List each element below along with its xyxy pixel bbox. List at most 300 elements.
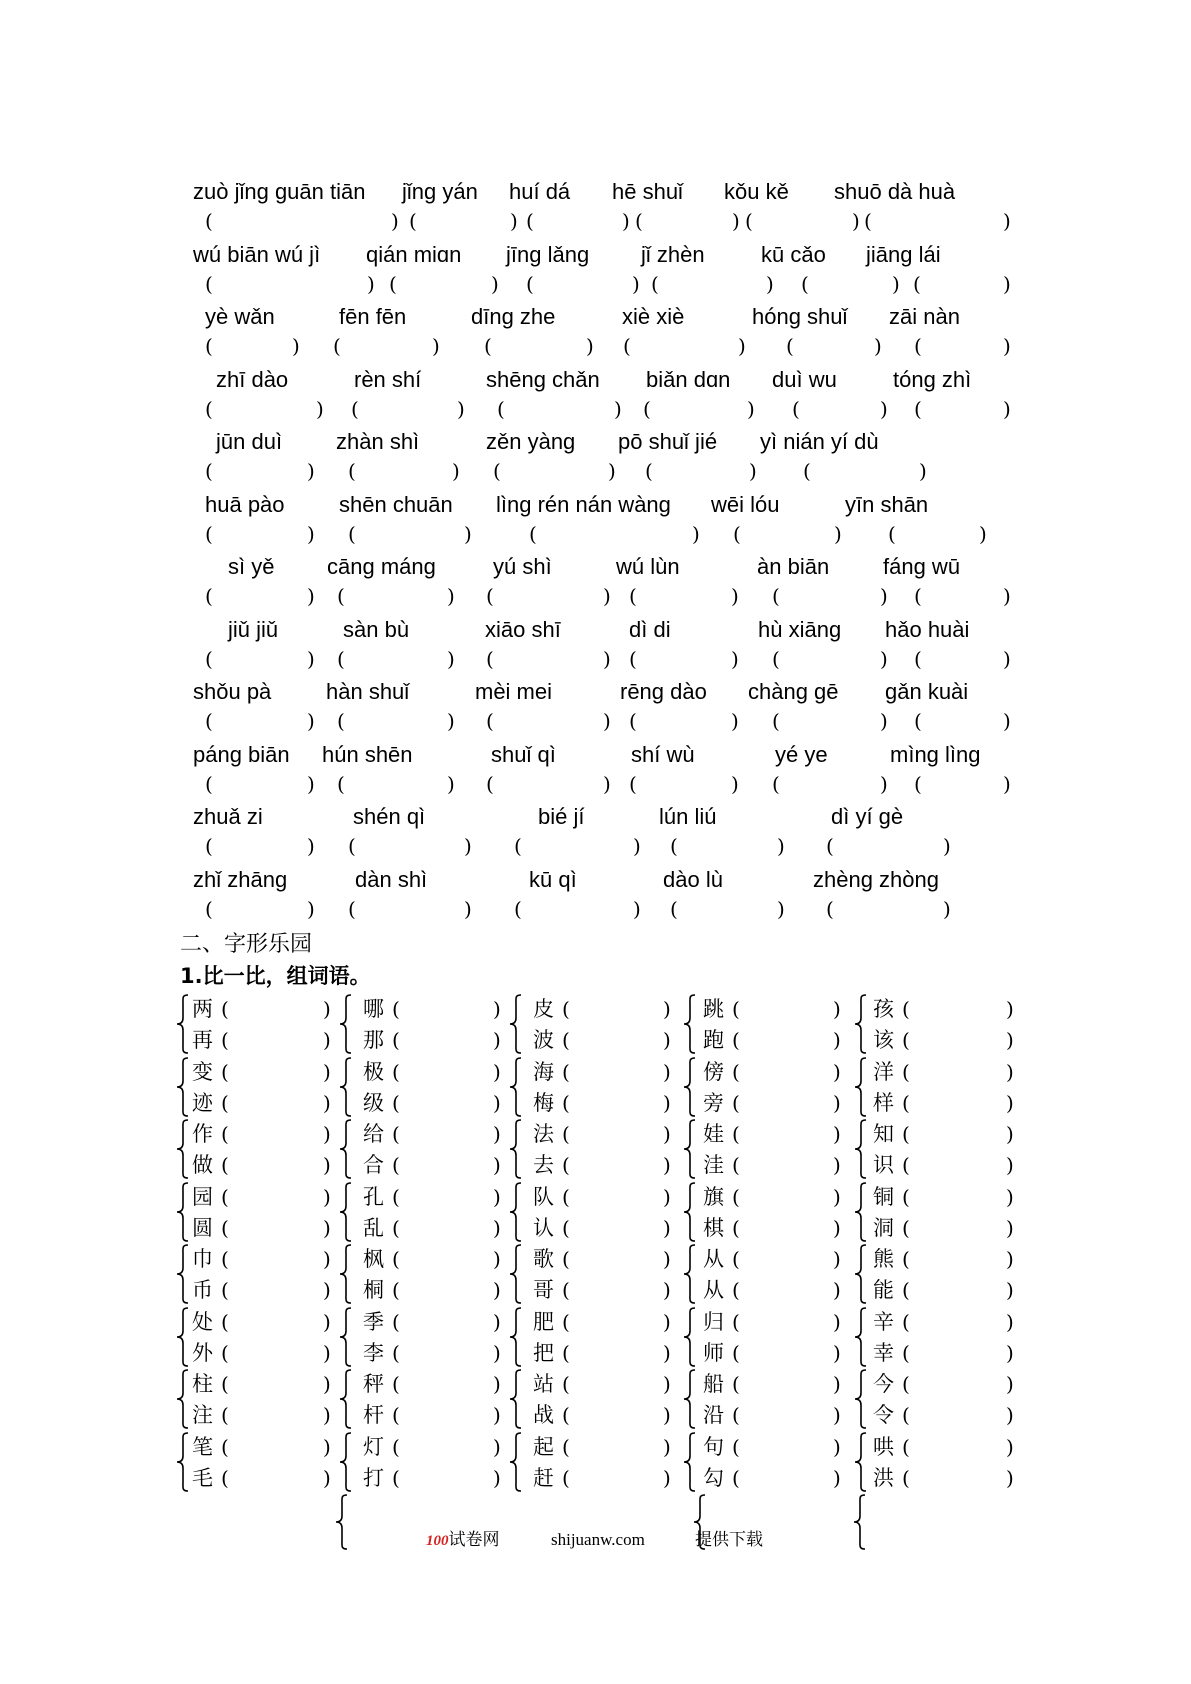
answer-paren-open[interactable]: (: [348, 521, 356, 546]
answer-paren-close[interactable]: ): [491, 271, 499, 296]
answer-paren-close[interactable]: ): [833, 1028, 841, 1052]
answer-paren-open[interactable]: (: [221, 1090, 229, 1115]
answer-paren-open[interactable]: (: [732, 1028, 740, 1052]
answer-paren-open[interactable]: (: [902, 1247, 910, 1271]
answer-paren-open[interactable]: (: [337, 771, 345, 796]
answer-paren-open[interactable]: (: [221, 1059, 229, 1084]
answer-paren-close[interactable]: ): [603, 646, 611, 671]
answer-paren-close[interactable]: ): [307, 646, 315, 671]
answer-paren-close[interactable]: ): [1006, 1122, 1014, 1146]
answer-paren-open[interactable]: (: [902, 1090, 910, 1115]
answer-paren-open[interactable]: (: [792, 396, 800, 421]
answer-paren-close[interactable]: ): [833, 997, 841, 1021]
answer-paren-open[interactable]: (: [732, 1372, 740, 1396]
answer-paren-close[interactable]: ): [292, 334, 300, 358]
answer-paren-close[interactable]: ): [979, 521, 987, 546]
answer-paren-open[interactable]: (: [205, 271, 213, 296]
answer-paren-open[interactable]: (: [205, 646, 213, 671]
answer-paren-close[interactable]: ): [943, 834, 951, 858]
answer-paren-close[interactable]: ): [323, 1153, 331, 1177]
answer-paren-open[interactable]: (: [772, 584, 780, 608]
answer-paren-open[interactable]: (: [221, 1340, 229, 1365]
answer-paren-open[interactable]: (: [772, 771, 780, 796]
answer-paren-open[interactable]: (: [902, 1309, 910, 1334]
answer-paren-close[interactable]: ): [493, 1340, 501, 1365]
answer-paren-close[interactable]: ): [1006, 1340, 1014, 1365]
answer-paren-close[interactable]: ): [493, 1090, 501, 1115]
answer-paren-close[interactable]: ): [323, 1122, 331, 1146]
answer-paren-close[interactable]: ): [777, 896, 785, 921]
answer-paren-open[interactable]: (: [529, 521, 537, 546]
answer-paren-close[interactable]: ): [663, 1090, 671, 1115]
answer-paren-open[interactable]: (: [902, 1372, 910, 1396]
answer-paren-open[interactable]: (: [221, 1372, 229, 1396]
answer-paren-open[interactable]: (: [914, 646, 922, 671]
answer-paren-close[interactable]: ): [766, 271, 774, 296]
answer-paren-open[interactable]: (: [902, 1059, 910, 1084]
answer-paren-close[interactable]: ): [777, 834, 785, 858]
answer-paren-open[interactable]: (: [629, 709, 637, 733]
answer-paren-open[interactable]: (: [562, 1372, 570, 1396]
answer-paren-open[interactable]: (: [772, 646, 780, 671]
answer-paren-open[interactable]: (: [514, 896, 522, 921]
answer-paren-close[interactable]: ): [307, 771, 315, 796]
answer-paren-open[interactable]: (: [486, 709, 494, 733]
answer-paren-open[interactable]: (: [732, 1247, 740, 1271]
answer-paren-close[interactable]: ): [307, 834, 315, 858]
answer-paren-close[interactable]: ): [323, 1028, 331, 1052]
answer-paren-open[interactable]: (: [205, 209, 213, 233]
answer-paren-close[interactable]: ): [1006, 1278, 1014, 1302]
answer-paren-open[interactable]: (: [902, 1122, 910, 1146]
answer-paren-close[interactable]: ): [323, 1278, 331, 1302]
answer-paren-open[interactable]: (: [221, 1122, 229, 1146]
answer-paren-open[interactable]: (: [562, 1090, 570, 1115]
answer-paren-open[interactable]: (: [392, 1059, 400, 1084]
answer-paren-open[interactable]: (: [902, 1340, 910, 1365]
answer-paren-open[interactable]: (: [772, 709, 780, 733]
compare-char: 哪: [363, 997, 384, 1021]
answer-paren-close[interactable]: ): [632, 271, 640, 296]
answer-paren-open[interactable]: (: [732, 1090, 740, 1115]
answer-paren-close[interactable]: ): [833, 1247, 841, 1271]
answer-paren-close[interactable]: ): [663, 1278, 671, 1302]
answer-paren-open[interactable]: (: [221, 997, 229, 1021]
answer-paren-close[interactable]: ): [1006, 1247, 1014, 1271]
answer-paren-close[interactable]: ): [833, 1215, 841, 1240]
answer-paren-open[interactable]: (: [888, 521, 896, 546]
answer-paren-close[interactable]: ): [447, 709, 455, 733]
answer-paren-close[interactable]: ): [1003, 396, 1011, 421]
answer-paren-open[interactable]: (: [392, 1090, 400, 1115]
answer-paren-open[interactable]: (: [786, 334, 794, 358]
answer-paren-close[interactable]: ): [1006, 1215, 1014, 1240]
answer-paren-open[interactable]: (: [392, 1340, 400, 1365]
answer-paren-open[interactable]: (: [486, 646, 494, 671]
answer-paren-close[interactable]: ): [608, 459, 616, 483]
answer-paren-close[interactable]: ): [1006, 1403, 1014, 1427]
answer-paren-close[interactable]: ): [622, 209, 630, 233]
answer-paren-open[interactable]: (: [526, 271, 534, 296]
answer-paren-open[interactable]: (: [337, 584, 345, 608]
answer-paren-close[interactable]: ): [493, 1465, 501, 1490]
answer-paren-close[interactable]: ): [874, 334, 882, 358]
answer-paren-open[interactable]: (: [392, 1434, 400, 1459]
answer-paren-open[interactable]: (: [732, 1059, 740, 1084]
answer-paren-open[interactable]: (: [205, 584, 213, 608]
answer-paren-close[interactable]: ): [493, 1309, 501, 1334]
answer-paren-close[interactable]: ): [447, 584, 455, 608]
answer-paren-close[interactable]: ): [493, 1059, 501, 1084]
answer-paren-close[interactable]: ): [307, 459, 315, 483]
answer-paren-close[interactable]: ): [1003, 771, 1011, 796]
answer-paren-open[interactable]: (: [205, 521, 213, 546]
answer-paren-close[interactable]: ): [833, 1184, 841, 1209]
answer-paren-close[interactable]: ): [323, 1309, 331, 1334]
answer-paren-open[interactable]: (: [348, 459, 356, 483]
brace-icon: [176, 1244, 190, 1304]
answer-paren-close[interactable]: ): [833, 1403, 841, 1427]
answer-paren-close[interactable]: ): [1003, 334, 1011, 358]
answer-paren-open[interactable]: (: [629, 771, 637, 796]
answer-paren-open[interactable]: (: [221, 1309, 229, 1334]
answer-paren-close[interactable]: ): [391, 209, 399, 233]
answer-paren-close[interactable]: ): [833, 1090, 841, 1115]
answer-paren-close[interactable]: ): [833, 1465, 841, 1490]
answer-paren-open[interactable]: (: [745, 209, 753, 233]
answer-paren-open[interactable]: (: [562, 1247, 570, 1271]
answer-paren-open[interactable]: (: [732, 1278, 740, 1302]
answer-paren-open[interactable]: (: [221, 1465, 229, 1490]
answer-paren-close[interactable]: ): [323, 997, 331, 1021]
answer-paren-open[interactable]: (: [732, 1153, 740, 1177]
answer-paren-close[interactable]: ): [510, 209, 518, 233]
answer-paren-close[interactable]: ): [1006, 1434, 1014, 1459]
answer-paren-close[interactable]: ): [493, 1122, 501, 1146]
answer-paren-close[interactable]: ): [452, 459, 460, 483]
answer-paren-close[interactable]: ): [731, 771, 739, 796]
answer-paren-open[interactable]: (: [221, 1434, 229, 1459]
answer-paren-open[interactable]: (: [902, 1184, 910, 1209]
answer-paren-open[interactable]: (: [803, 459, 811, 483]
answer-paren-open[interactable]: (: [733, 521, 741, 546]
answer-paren-open[interactable]: (: [732, 1340, 740, 1365]
answer-paren-close[interactable]: ): [1003, 709, 1011, 733]
answer-paren-close[interactable]: ): [663, 1465, 671, 1490]
answer-paren-open[interactable]: (: [348, 896, 356, 921]
answer-paren-open[interactable]: (: [392, 1122, 400, 1146]
answer-paren-open[interactable]: (: [221, 1215, 229, 1240]
answer-paren-open[interactable]: (: [864, 209, 872, 233]
answer-paren-open[interactable]: (: [392, 1215, 400, 1240]
answer-paren-close[interactable]: ): [1006, 1028, 1014, 1052]
answer-paren-close[interactable]: ): [663, 1153, 671, 1177]
answer-paren-close[interactable]: ): [731, 709, 739, 733]
answer-paren-open[interactable]: (: [562, 1028, 570, 1052]
answer-paren-close[interactable]: ): [663, 1403, 671, 1427]
answer-paren-close[interactable]: ): [493, 1247, 501, 1271]
answer-paren-close[interactable]: ): [323, 1247, 331, 1271]
answer-paren-close[interactable]: ): [833, 1153, 841, 1177]
answer-paren-close[interactable]: ): [663, 1372, 671, 1396]
answer-paren-open[interactable]: (: [645, 459, 653, 483]
answer-paren-close[interactable]: ): [1003, 646, 1011, 671]
answer-paren-close[interactable]: ): [493, 1028, 501, 1052]
answer-paren-open[interactable]: (: [221, 1247, 229, 1271]
answer-paren-close[interactable]: ): [731, 584, 739, 608]
answer-paren-open[interactable]: (: [826, 896, 834, 921]
answer-paren-close[interactable]: ): [493, 997, 501, 1021]
answer-paren-close[interactable]: ): [614, 396, 622, 421]
answer-paren-close[interactable]: ): [663, 1247, 671, 1271]
answer-paren-open[interactable]: (: [205, 709, 213, 733]
answer-paren-open[interactable]: (: [392, 1372, 400, 1396]
answer-paren-open[interactable]: (: [392, 1465, 400, 1490]
answer-paren-open[interactable]: (: [902, 997, 910, 1021]
answer-paren-close[interactable]: ): [833, 1309, 841, 1334]
answer-paren-close[interactable]: ): [323, 1090, 331, 1115]
answer-paren-open[interactable]: (: [205, 396, 213, 421]
answer-paren-close[interactable]: ): [1003, 271, 1011, 296]
answer-paren-open[interactable]: (: [562, 1153, 570, 1177]
answer-paren-open[interactable]: (: [205, 896, 213, 921]
answer-paren-close[interactable]: ): [749, 459, 757, 483]
compare-char: 孩: [873, 997, 894, 1021]
answer-paren-close[interactable]: ): [432, 334, 440, 358]
answer-paren-open[interactable]: (: [562, 1215, 570, 1240]
answer-paren-open[interactable]: (: [484, 334, 492, 358]
answer-paren-open[interactable]: (: [221, 1153, 229, 1177]
answer-paren-open[interactable]: (: [732, 997, 740, 1021]
answer-paren-close[interactable]: ): [464, 896, 472, 921]
answer-paren-open[interactable]: (: [914, 334, 922, 358]
answer-paren-close[interactable]: ): [663, 1184, 671, 1209]
answer-paren-close[interactable]: ): [919, 459, 927, 483]
answer-paren-close[interactable]: ): [586, 334, 594, 358]
answer-paren-open[interactable]: (: [732, 1403, 740, 1427]
answer-paren-close[interactable]: ): [833, 1340, 841, 1365]
answer-paren-close[interactable]: ): [323, 1059, 331, 1084]
answer-paren-open[interactable]: (: [902, 1403, 910, 1427]
answer-paren-open[interactable]: (: [205, 459, 213, 483]
answer-paren-open[interactable]: (: [913, 271, 921, 296]
answer-paren-close[interactable]: ): [738, 334, 746, 358]
answer-paren-close[interactable]: ): [1003, 209, 1011, 233]
answer-paren-close[interactable]: ): [316, 396, 324, 421]
answer-paren-close[interactable]: ): [692, 521, 700, 546]
answer-paren-close[interactable]: ): [833, 1059, 841, 1084]
answer-paren-close[interactable]: ): [464, 521, 472, 546]
answer-paren-close[interactable]: ): [880, 584, 888, 608]
answer-paren-open[interactable]: (: [392, 1184, 400, 1209]
answer-paren-open[interactable]: (: [562, 1309, 570, 1334]
answer-paren-close[interactable]: ): [307, 584, 315, 608]
answer-paren-open[interactable]: (: [902, 1215, 910, 1240]
answer-paren-open[interactable]: (: [392, 997, 400, 1021]
answer-paren-close[interactable]: ): [633, 834, 641, 858]
answer-paren-open[interactable]: (: [562, 1278, 570, 1302]
answer-paren-open[interactable]: (: [392, 1309, 400, 1334]
answer-paren-open[interactable]: (: [392, 1247, 400, 1271]
answer-paren-open[interactable]: (: [914, 771, 922, 796]
answer-paren-open[interactable]: (: [732, 1215, 740, 1240]
answer-paren-close[interactable]: ): [834, 521, 842, 546]
answer-paren-close[interactable]: ): [663, 1122, 671, 1146]
answer-paren-close[interactable]: ): [1006, 1184, 1014, 1209]
answer-paren-open[interactable]: (: [526, 209, 534, 233]
answer-paren-close[interactable]: ): [323, 1184, 331, 1209]
answer-paren-close[interactable]: ): [1006, 1090, 1014, 1115]
answer-paren-close[interactable]: ): [663, 997, 671, 1021]
answer-paren-close[interactable]: ): [1006, 1153, 1014, 1177]
answer-paren-open[interactable]: (: [205, 771, 213, 796]
answer-paren-close[interactable]: ): [880, 771, 888, 796]
answer-paren-close[interactable]: ): [464, 834, 472, 858]
answer-paren-close[interactable]: ): [493, 1434, 501, 1459]
answer-paren-close[interactable]: ): [367, 271, 375, 296]
answer-paren-close[interactable]: ): [1006, 1372, 1014, 1396]
answer-paren-open[interactable]: (: [486, 584, 494, 608]
answer-paren-open[interactable]: (: [497, 396, 505, 421]
answer-paren-close[interactable]: ): [1006, 997, 1014, 1021]
answer-paren-close[interactable]: ): [833, 1434, 841, 1459]
answer-paren-open[interactable]: (: [732, 1434, 740, 1459]
answer-paren-open[interactable]: (: [914, 709, 922, 733]
answer-paren-open[interactable]: (: [651, 271, 659, 296]
answer-paren-close[interactable]: ): [603, 584, 611, 608]
answer-paren-open[interactable]: (: [221, 1184, 229, 1209]
answer-paren-close[interactable]: ): [493, 1215, 501, 1240]
answer-paren-open[interactable]: (: [902, 1278, 910, 1302]
answer-paren-open[interactable]: (: [221, 1403, 229, 1427]
answer-paren-open[interactable]: (: [732, 1122, 740, 1146]
pinyin-word: zěn yàng: [486, 429, 576, 454]
answer-paren-open[interactable]: (: [914, 396, 922, 421]
answer-paren-open[interactable]: (: [337, 709, 345, 733]
answer-paren-open[interactable]: (: [392, 1153, 400, 1177]
answer-paren-close[interactable]: ): [880, 396, 888, 421]
answer-paren-open[interactable]: (: [514, 834, 522, 858]
answer-paren-close[interactable]: ): [663, 1434, 671, 1459]
answer-paren-close[interactable]: ): [447, 646, 455, 671]
answer-paren-close[interactable]: ): [880, 646, 888, 671]
answer-paren-open[interactable]: (: [629, 646, 637, 671]
answer-paren-open[interactable]: (: [348, 834, 356, 858]
answer-paren-open[interactable]: (: [221, 1028, 229, 1052]
answer-paren-open[interactable]: (: [914, 584, 922, 608]
answer-paren-close[interactable]: ): [747, 396, 755, 421]
answer-paren-open[interactable]: (: [902, 1434, 910, 1459]
answer-paren-close[interactable]: ): [493, 1184, 501, 1209]
answer-paren-open[interactable]: (: [333, 334, 341, 358]
answer-paren-open[interactable]: (: [392, 1278, 400, 1302]
answer-paren-close[interactable]: ): [493, 1403, 501, 1427]
answer-paren-open[interactable]: (: [493, 459, 501, 483]
answer-paren-close[interactable]: ): [323, 1372, 331, 1396]
answer-paren-close[interactable]: ): [493, 1153, 501, 1177]
answer-paren-close[interactable]: ): [663, 1340, 671, 1365]
answer-paren-open[interactable]: (: [732, 1184, 740, 1209]
answer-paren-close[interactable]: ): [603, 709, 611, 733]
answer-paren-open[interactable]: (: [670, 896, 678, 921]
answer-paren-open[interactable]: (: [623, 334, 631, 358]
answer-paren-open[interactable]: (: [562, 1184, 570, 1209]
answer-paren-close[interactable]: ): [833, 1122, 841, 1146]
answer-paren-close[interactable]: ): [307, 521, 315, 546]
answer-paren-close[interactable]: ): [633, 896, 641, 921]
answer-paren-close[interactable]: ): [731, 646, 739, 671]
answer-paren-close[interactable]: ): [732, 209, 740, 233]
answer-paren-open[interactable]: (: [562, 1122, 570, 1146]
answer-paren-open[interactable]: (: [392, 1403, 400, 1427]
answer-paren-close[interactable]: ): [880, 709, 888, 733]
answer-paren-open[interactable]: (: [389, 271, 397, 296]
answer-paren-close[interactable]: ): [943, 896, 951, 921]
answer-paren-close[interactable]: ): [833, 1278, 841, 1302]
answer-paren-open[interactable]: (: [902, 1153, 910, 1177]
answer-paren-close[interactable]: ): [323, 1403, 331, 1427]
answer-paren-open[interactable]: (: [562, 1340, 570, 1365]
answer-paren-close[interactable]: ): [1003, 584, 1011, 608]
answer-paren-open[interactable]: (: [732, 1465, 740, 1490]
answer-paren-open[interactable]: (: [801, 271, 809, 296]
answer-paren-open[interactable]: (: [409, 209, 417, 233]
answer-paren-close[interactable]: ): [852, 209, 860, 233]
answer-paren-open[interactable]: (: [562, 1434, 570, 1459]
answer-paren-close[interactable]: ): [1006, 1309, 1014, 1334]
answer-paren-close[interactable]: ): [493, 1372, 501, 1396]
answer-paren-close[interactable]: ): [493, 1278, 501, 1302]
answer-paren-close[interactable]: ): [663, 1215, 671, 1240]
answer-paren-open[interactable]: (: [351, 396, 359, 421]
answer-paren-open[interactable]: (: [562, 1403, 570, 1427]
answer-paren-open[interactable]: (: [205, 834, 213, 858]
answer-paren-open[interactable]: (: [562, 1465, 570, 1490]
answer-paren-close[interactable]: ): [1006, 1465, 1014, 1490]
answer-paren-close[interactable]: ): [447, 771, 455, 796]
answer-paren-open[interactable]: (: [629, 584, 637, 608]
answer-paren-close[interactable]: ): [323, 1434, 331, 1459]
answer-paren-open[interactable]: (: [902, 1028, 910, 1052]
answer-paren-close[interactable]: ): [833, 1372, 841, 1396]
answer-paren-close[interactable]: ): [307, 709, 315, 733]
answer-paren-open[interactable]: (: [670, 834, 678, 858]
answer-paren-close[interactable]: ): [663, 1309, 671, 1334]
answer-paren-open[interactable]: (: [902, 1465, 910, 1490]
answer-paren-open[interactable]: (: [732, 1309, 740, 1334]
answer-paren-close[interactable]: ): [663, 1028, 671, 1052]
answer-paren-close[interactable]: ): [323, 1465, 331, 1490]
answer-paren-close[interactable]: ): [603, 771, 611, 796]
answer-paren-open[interactable]: (: [486, 771, 494, 796]
answer-paren-open[interactable]: (: [221, 1278, 229, 1302]
answer-paren-open[interactable]: (: [643, 396, 651, 421]
answer-paren-open[interactable]: (: [562, 1059, 570, 1084]
answer-paren-close[interactable]: ): [323, 1215, 331, 1240]
answer-paren-close[interactable]: ): [323, 1340, 331, 1365]
answer-paren-close[interactable]: ): [892, 271, 900, 296]
answer-paren-close[interactable]: ): [457, 396, 465, 421]
answer-paren-open[interactable]: (: [337, 646, 345, 671]
answer-paren-open[interactable]: (: [826, 834, 834, 858]
answer-paren-open[interactable]: (: [392, 1028, 400, 1052]
answer-paren-close[interactable]: ): [1006, 1059, 1014, 1084]
answer-paren-close[interactable]: ): [663, 1059, 671, 1084]
answer-paren-open[interactable]: (: [635, 209, 643, 233]
answer-paren-close[interactable]: ): [307, 896, 315, 921]
answer-paren-open[interactable]: (: [205, 334, 213, 358]
answer-paren-open[interactable]: (: [562, 997, 570, 1021]
